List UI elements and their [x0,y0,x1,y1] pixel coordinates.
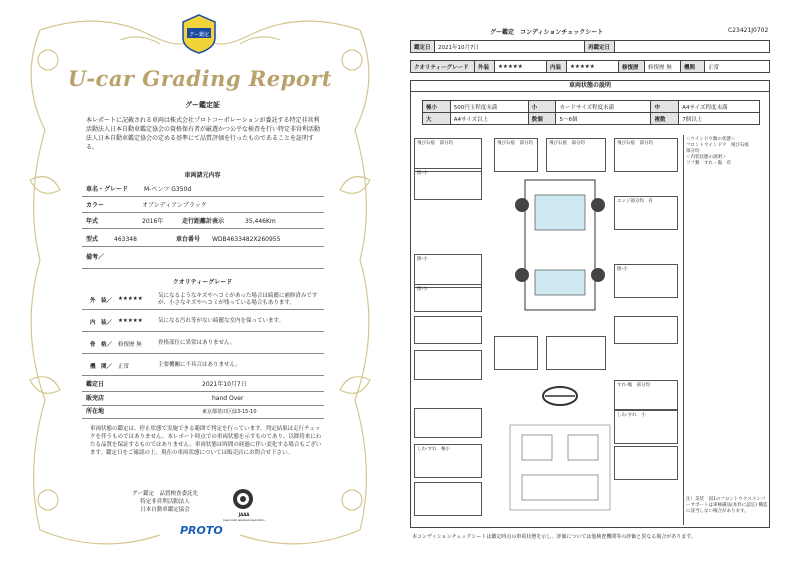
svg-text:グー鑑定: グー鑑定 [188,32,210,38]
report-title: U-car Grading Report [67,66,333,91]
damage-box: 飛び石痕 部分均 [494,138,538,172]
damage-box: 擦-小 [414,284,482,312]
legend-cell: 複数 [651,113,679,125]
legend-cell: A4サイズ程度未満 [679,101,760,113]
jaaa-title: JAAA [238,512,250,517]
quality-row-exterior [82,290,324,310]
issuer-text: グー鑑定 品質検査委託先 特定非営利活動法人 日本自動車鑑定協会 [131,491,198,513]
label: 所在地 [86,408,105,415]
row-model [82,233,324,247]
damage-box: 擦-小 [614,264,678,298]
date-label: 鑑定日 [411,41,435,53]
value: hand Over [212,395,244,402]
legend-table [422,100,760,125]
stars: 修復歴 無 [118,342,142,348]
damage-box: 飛び石痕 部分均 [614,138,678,172]
value: 2021年10月7日 [202,381,247,388]
legend-cell: 大 [423,113,451,125]
disclaimer-text: 車両状態の鑑定は、停止状態で実施できる範囲で判定を行っています。判定結果は走行チェックを伴うものではありません。本レポート時点での車両状態を示すものであり、以降将来にわたる品質を保証するものではありません。車両状態は時間の経過に伴い変化する場合もございます。鑑定日をご確認の上、現在の車両状態については販売店にお問合せ下さい。 [90,426,322,456]
date-value: 2021年10月7日 [435,41,585,53]
legend-cell: 500円玉程度未満 [450,101,528,113]
label: 販売店 [86,395,105,402]
row-year [82,215,324,229]
label: 機 関／ [90,364,113,370]
proto-logo: PROTO [180,524,223,537]
description: 骨格部位に異常はありません。 [158,340,236,346]
damage-box [546,336,606,370]
row-address [82,405,324,419]
int-label: 内装 [547,61,567,73]
date-table [410,40,770,53]
damage-box: 飛び石痕 部分均 [414,138,482,172]
legend-cell: A4サイズ以上 [450,113,528,125]
steering-wheel-icon [540,385,580,407]
frame-label: 修復歴 [619,61,645,73]
reappraisal-label: 再鑑定日 [585,41,615,53]
damage-box [414,408,482,438]
value: 463348 [114,236,137,243]
label: 車台番号 [176,236,201,243]
damage-box: しわ-すれ 小 [614,410,678,444]
condition-check-sheet [400,0,800,565]
damage-box [414,350,482,380]
certificate-title: グー鑑定証 [185,101,220,109]
sheet-footer: 本コンディションチェックシートは鑑定時点の車両状態を示し、評価については他検査機関等の評価と異なる場合があります。 [412,534,696,540]
jaaa-subtitle: Japan Auto Appraisal Association [223,519,265,522]
value: M-ベンツ G350d [144,186,192,193]
bottom-note: 注）美装 国1のフロントウクスメンバーサポートは車検備品(本件に認定) 構造に該当しない場合があります。 [686,497,768,514]
damage-box: しわ-すれ 極小 [414,444,482,478]
damage-box: 擦-小 [414,168,482,200]
value: 35,446Km [245,218,276,225]
legend-cell: 中 [651,101,679,113]
goo-appraisal-badge-icon [181,14,217,54]
jaaa-label [222,512,266,522]
label: 外 装／ [90,298,113,304]
legend-cell: 極小 [423,101,451,113]
label: 鑑定日 [86,381,105,388]
description: 気になるようなキズやヘコミがあった場合は綺麗に補修済みですが、小さなキズやヘコミが残っている場合もあります。 [158,293,318,306]
damage-box: 飛び石痕 部分均 [546,138,606,172]
row-color [82,199,324,213]
damage-box [494,336,538,370]
window-interior-notes: ＜ウインドウ類の状態＞ フロントウインドウ 飛び石痕 部分均 ＜内装状態の説明＞ ソフ類 すれ・傷 有 [683,135,768,525]
value: 2016年 [142,218,164,225]
quality-table [410,60,770,73]
label: 備考／ [86,254,105,261]
damage-box [614,446,678,480]
intro-text: 本レポートに記載される車両は株式会社プロトコーポレーションが委託する特定非営利活動法人日本自動車鑑定協会の資格保有者が厳選かつ公平な検査を行い特定非営利活動法人日本自動車鑑定協会の定める基準にて品質評価を行ったものであることを証明する。 [86,117,321,151]
vehicle-section-title: 車両諸元内容 [184,172,221,179]
label: 骨 格／ [90,342,113,348]
car-top-view-icon [500,170,620,320]
damage-box: すれ-傷 部分均 [614,380,678,410]
int-value: ★★★★★ [567,61,619,73]
quality-section-title: クオリティーグレード [172,279,233,286]
value: 東京都墨田区緑3-15-10 [202,409,257,415]
sheet-title: グー鑑定 コンディションチェックシート [490,29,604,36]
repair-value: 修復歴 無 [645,61,681,73]
state-title: 車両状態の説明 [410,80,770,92]
row-remarks [82,251,324,269]
damage-box [614,316,678,344]
label: 走行距離計表示 [182,218,225,225]
reappraisal-value [615,41,770,53]
label: カラー [86,202,105,209]
stars: ★★★★★ [118,318,143,324]
quality-label: クオリティーグレード [411,61,475,73]
row-vehicle-name [82,183,324,197]
legend-cell: 小 [528,101,556,113]
engine-label: 機関 [681,61,705,73]
value: WDB4633482X260955 [212,236,281,243]
damage-box: エッジ部分均 有 [614,196,678,230]
stars: 正常 [118,364,130,370]
quality-row-frame [82,334,324,354]
legend-cell: 7個以上 [679,113,760,125]
damage-box [414,482,482,516]
damage-box: 擦-小 [414,254,482,288]
engine-value: 正常 [705,61,770,73]
sheet-id: C23421J0702 [728,27,769,34]
ext-label: 外装 [475,61,495,73]
value: オブシディアンブラック [142,202,207,209]
legend-cell: 数個 [528,113,556,125]
label: 型式 [86,236,99,243]
quality-row-interior [82,312,324,332]
label: 内 装／ [90,320,113,326]
stars: ★★★★★ [118,296,143,302]
legend-cell: 5〜6個 [556,113,651,125]
legend-cell: カードサイズ程度未満 [556,101,651,113]
row-appraisal-date [82,378,324,392]
label: 車名・グレード [86,186,129,193]
interior-seats-icon [500,420,620,515]
damage-box [414,316,482,344]
quality-row-engine [82,356,324,376]
label: 年式 [86,218,99,225]
jaaa-emblem-icon [228,487,258,515]
row-dealer [82,392,324,406]
description: 主要機關に不具合はありません。 [158,362,241,368]
ext-value: ★★★★★ [495,61,547,73]
description: 気になる汚れ等がない綺麗な室内を保っています。 [158,318,285,324]
